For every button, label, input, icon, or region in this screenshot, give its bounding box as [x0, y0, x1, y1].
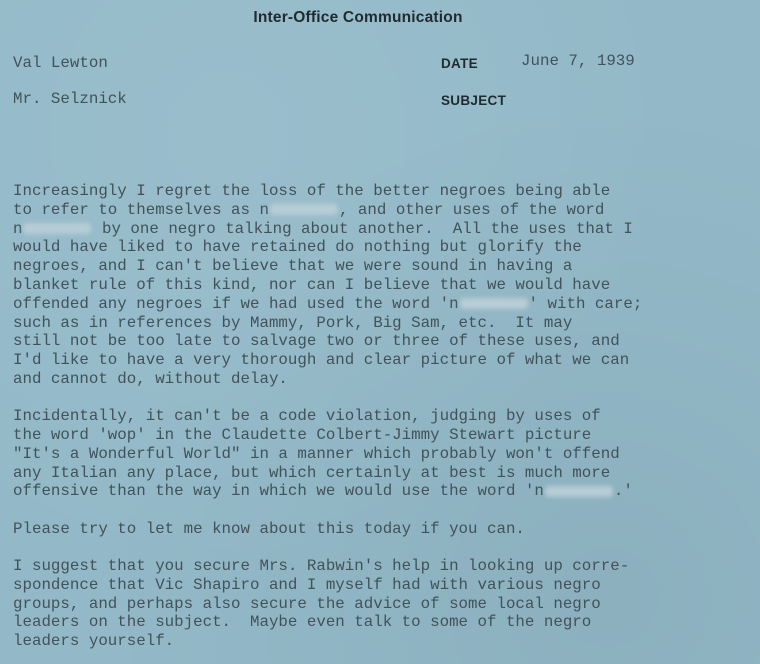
memo-text: negroes, and I can't believe that we were sound in having a [13, 257, 573, 276]
date-label: DATE [441, 56, 478, 71]
memo-line [13, 426, 753, 445]
from-name: Val Lewton [13, 54, 108, 72]
memo-line [13, 520, 753, 539]
redacted-word [270, 204, 338, 215]
memo-line [13, 407, 753, 426]
memo-text: the word 'wop' in the Claudette Colbert-Jimmy Stewart picture [13, 426, 592, 445]
memo-line [13, 182, 753, 201]
memo-line [13, 595, 753, 614]
subject-label: SUBJECT [441, 93, 507, 108]
memo-paragraph [13, 407, 753, 501]
memo-text: such as in references by Mammy, Pork, Big Sam, etc. It may [13, 313, 573, 332]
memo-text: offended any negroes if we had used the word 'n [13, 294, 459, 313]
memo-paragraph [13, 520, 753, 539]
memo-line [13, 445, 753, 464]
memo-line [13, 613, 753, 632]
memo-text: ' with care; [528, 294, 643, 313]
memo-title: Inter-Office Communication [253, 9, 463, 26]
memo-text: by one negro talking about another. All the uses that I [92, 219, 633, 238]
memo-text: blanket rule of this kind, nor can I believe that we would have [13, 275, 611, 294]
memo-line [13, 314, 753, 333]
memo-text: would have liked to have retained do nothing but glorify the [13, 238, 582, 257]
memo-line [13, 557, 753, 576]
memo-line [13, 482, 753, 501]
memo-line [13, 276, 753, 295]
date-value: June 7, 1939 [521, 52, 635, 70]
memo-body [13, 182, 753, 651]
memo-text: Please try to let me know about this today if you can. [13, 519, 525, 538]
memo-text: groups, and perhaps also secure the advice of some local negro [13, 594, 601, 613]
paragraph-gap [13, 501, 753, 520]
memo-paragraph [13, 182, 753, 389]
memo-text: leaders on the subject. Maybe even talk to some of the negro [13, 613, 592, 632]
memo-text: n [13, 219, 23, 238]
paragraph-gap [13, 539, 753, 558]
memo-text: and cannot do, without delay. [13, 369, 288, 388]
memo-paragraph [13, 557, 753, 651]
memo-text: leaders yourself. [13, 632, 175, 651]
memo-text: I suggest that you secure Mrs. Rabwin's help in looking up corre- [13, 557, 630, 576]
memo-line [13, 295, 753, 314]
memo-text: Increasingly I regret the loss of the better negroes being able [13, 182, 611, 200]
memo-text: .' [613, 482, 633, 501]
memo-text: I'd like to have a very thorough and clear picture of what we can [13, 351, 630, 370]
redacted-word [23, 223, 91, 234]
memo-line [13, 220, 753, 239]
memo-text: , and other uses of the word [338, 200, 605, 219]
memo-line [13, 238, 753, 257]
memo-text: to refer to themselves as n [13, 200, 269, 219]
memo-text: "It's a Wonderful World" in a manner which probably won't offend [13, 444, 620, 463]
memo-line [13, 632, 753, 651]
memo-line [13, 351, 753, 370]
memo-text: any Italian any place, but which certainly at best is much more [13, 463, 611, 482]
redacted-word [460, 298, 528, 309]
to-name: Mr. Selznick [13, 90, 127, 108]
memo-line [13, 576, 753, 595]
paragraph-gap [13, 389, 753, 408]
memo-text: spondence that Vic Shapiro and I myself had with various negro [13, 575, 601, 594]
memo-line [13, 201, 753, 220]
memo-line [13, 370, 753, 389]
memo-text: offensive than the way in which we would use the word 'n [13, 482, 544, 501]
memo-line [13, 332, 753, 351]
memo-text: still not be too late to salvage two or three of these uses, and [13, 332, 620, 351]
redacted-word [545, 486, 613, 497]
memo-line [13, 464, 753, 483]
memo-line [13, 257, 753, 276]
memo-text: Incidentally, it can't be a code violation, judging by uses of [13, 407, 601, 426]
